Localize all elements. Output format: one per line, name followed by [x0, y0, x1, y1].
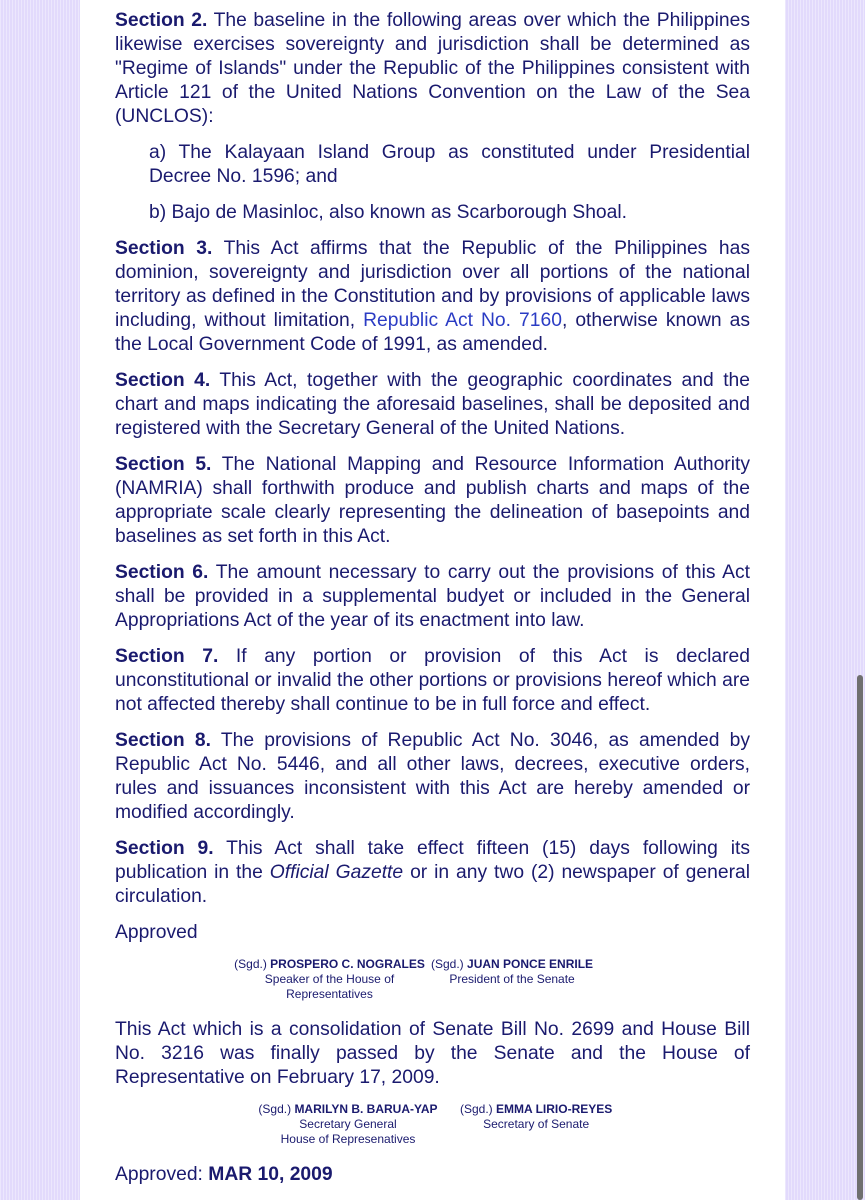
section-3: [115, 237, 750, 357]
section-text: This Act affirms that the Republic of the Philippines has dominion, sovereignty and jurisdiction over all portions of the national territory as defined in the Constitution and by provisions of applicable laws including, without limitation,: [115, 238, 751, 331]
signatory-title: Secretary of Senate: [483, 1117, 590, 1131]
sgd-mark: (Sgd.): [431, 957, 464, 971]
section-text: The provisions of Republic Act No. 3046, as amended by Republic Act No. 5446, and all other laws, decrees, executive orders, rules and issuances inconsistent with this Act are hereby amended or modified accordingly.: [115, 730, 751, 823]
vertical-scrollbar[interactable]: [857, 675, 863, 1200]
list-item: a) The Kalayaan Island Group as constituted under Presidential Decree No. 1596; and: [149, 142, 750, 187]
sgd-mark: (Sgd.): [234, 957, 267, 971]
section-text: This Act shall take effect fifteen (15) days following its publication in the: [115, 838, 751, 883]
section-label: Section 5.: [115, 454, 212, 475]
section-7: [115, 645, 750, 717]
signatory-name: EMMA LIRIO-REYES: [496, 1102, 613, 1116]
official-gazette-title: Official Gazette: [269, 862, 404, 883]
signatories-row-2: [115, 1102, 750, 1147]
section-5: [115, 453, 750, 549]
section-text: This Act, together with the geographic coordinates and the chart and maps indicating the aforesaid baselines, shall be deposited and registered with the Secretary General of the United Nations.: [115, 370, 750, 439]
final-approval: [115, 1163, 750, 1187]
approval-date: MAR 10, 2009: [208, 1164, 333, 1185]
signatory-name: MARILYN B. BARUA-YAP: [294, 1102, 438, 1116]
approved-label: Approved: [115, 922, 198, 943]
signatory-block: [460, 1102, 612, 1147]
section-text: The amount necessary to carry out the provisions of this Act shall be provided in a supplemental budyet or included in the General Appropriations Act of the year of its enactment into law.: [115, 562, 751, 631]
section-label: Section 2.: [115, 10, 208, 31]
document-body: [115, 9, 750, 1199]
left-margin-stripe: [0, 0, 80, 1200]
consolidation-note: This Act which is a consolidation of Senate Bill No. 2699 and House Bill No. 3216 was finally passed by the Senate and the House of Representative on February 17, 2009.: [115, 1019, 750, 1088]
signatory-title: President of the Senate: [449, 972, 575, 986]
republic-act-7160-link[interactable]: Republic Act No. 7160: [363, 310, 562, 331]
right-margin-stripe: [785, 0, 865, 1200]
signatory-name: JUAN PONCE ENRILE: [467, 957, 594, 971]
signatory-block: [431, 957, 593, 1002]
signatory-block: [228, 957, 431, 1002]
section-text: or in any two (2) newspaper of general circulation.: [115, 862, 751, 907]
final-approval-label: Approved:: [115, 1164, 203, 1185]
section-6: [115, 561, 750, 633]
signatory-title: House of Represenatives: [280, 1132, 416, 1146]
signatory-name: PROSPERO C. NOGRALES: [270, 957, 425, 971]
section-8: [115, 729, 750, 825]
section-label: Section 6.: [115, 562, 209, 583]
sgd-mark: (Sgd.): [460, 1102, 493, 1116]
sgd-mark: (Sgd.): [258, 1102, 292, 1116]
section-text: If any portion or provision of this Act is declared unconstitutional or invalid the other portions or provisions hereof which are not affected thereby shall continue to be in full force and effect.: [115, 646, 751, 715]
section-2: [115, 9, 750, 129]
section-label: Section 7.: [115, 646, 219, 667]
section-label: Section 9.: [115, 838, 214, 859]
section-9: [115, 837, 750, 909]
section-label: Section 4.: [115, 370, 211, 391]
signatory-title: Secretary General: [299, 1117, 397, 1131]
signatories-row-1: [115, 957, 750, 1002]
section-4: [115, 369, 750, 441]
section-text: The baseline in the following areas over which the Philippines likewise exercises sovereignty and jurisdiction shall be determined as "Regime of Islands" under the Republic of the Philippines consistent with Article 121 of the United Nations Convention on the Law of the Sea (UNCLOS):: [115, 10, 750, 127]
section-label: Section 3.: [115, 238, 213, 259]
signatory-title: Speaker of the House of: [264, 972, 395, 986]
signatory-block: [236, 1102, 460, 1147]
section-text: The National Mapping and Resource Information Authority (NAMRIA) shall forthwith produce and publish charts and maps of the appropriate scale clearly representing the delineation of basepoints and baselines as set forth in this Act.: [115, 454, 750, 547]
signatory-title: Representatives: [286, 987, 373, 1001]
section-text: , otherwise known as the Local Government Code of 1991, as amended.: [115, 310, 751, 355]
list-item: b) Bajo de Masinloc, also known as Scarborough Shoal.: [149, 202, 628, 223]
section-label: Section 8.: [115, 730, 211, 751]
